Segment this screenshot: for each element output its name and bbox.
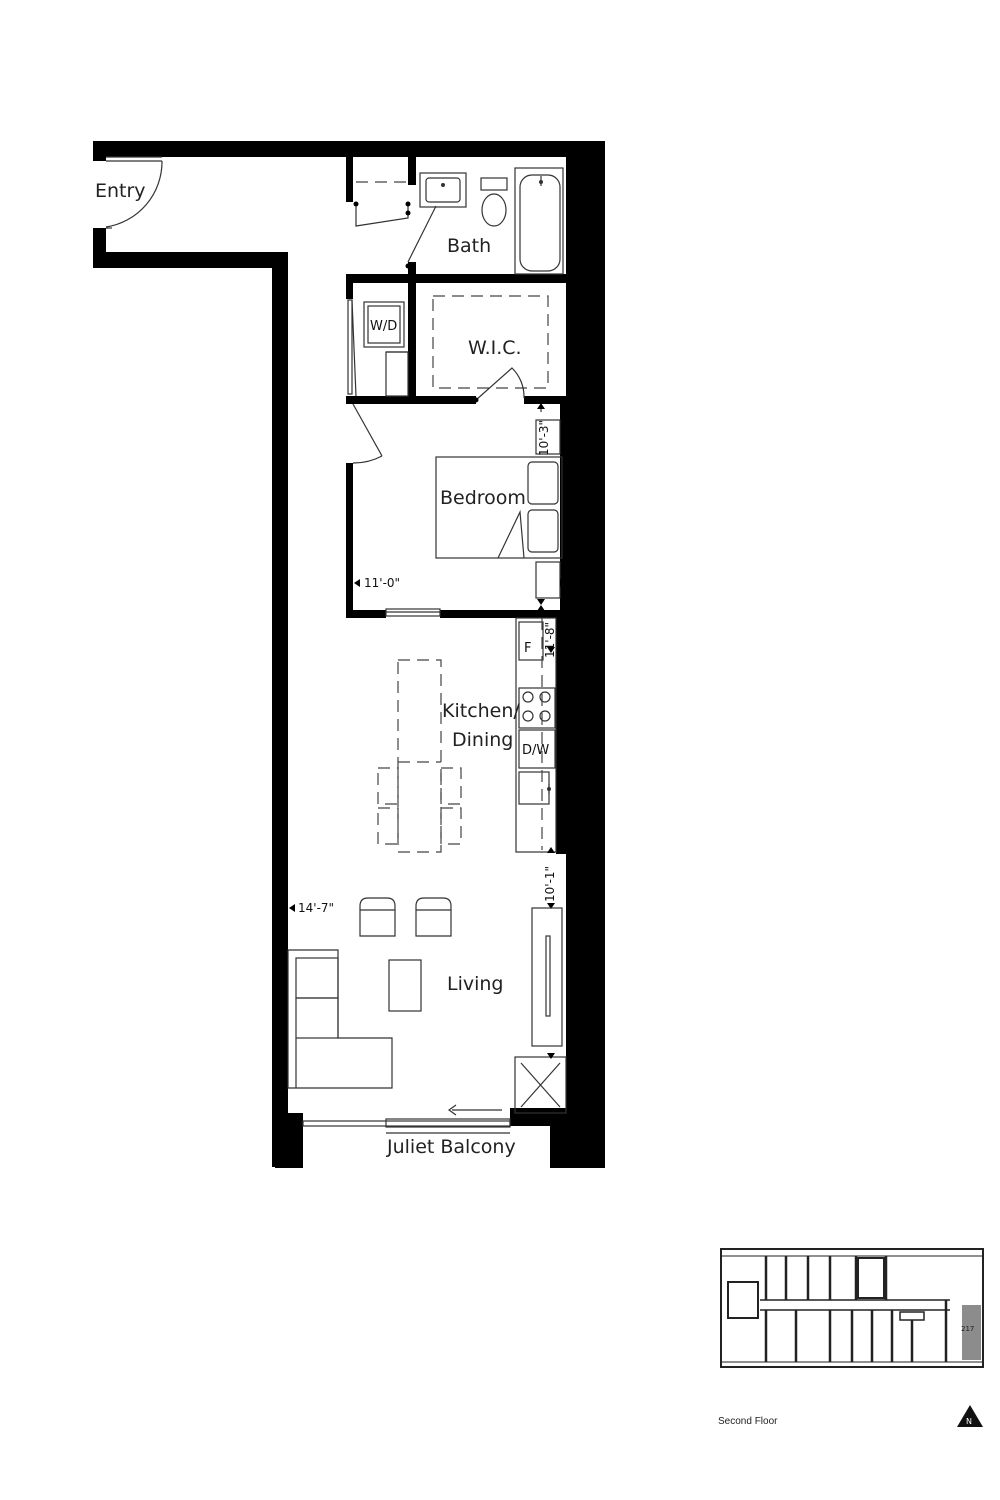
living-room bbox=[288, 898, 566, 1133]
dim-living-depth: 10'-1" bbox=[543, 865, 557, 902]
dim-bedroom-depth: 10'-3" bbox=[537, 419, 551, 456]
fixture-label-fridge: F bbox=[524, 641, 532, 656]
room-label-bedroom: Bedroom bbox=[440, 487, 526, 509]
laundry bbox=[348, 300, 408, 396]
key-plan bbox=[721, 1249, 983, 1367]
north-arrow-label: N bbox=[966, 1417, 972, 1426]
room-label-entry: Entry bbox=[95, 180, 146, 202]
room-label-kitchen-line1: Kitchen/ bbox=[442, 700, 520, 722]
dim-bedroom-width: 11'-0" bbox=[364, 576, 401, 590]
closet bbox=[354, 182, 411, 226]
fixture-label-washer-dryer: W/D bbox=[370, 319, 398, 334]
key-plan-unit-number: 217 bbox=[961, 1325, 975, 1333]
fixture-label-dishwasher: D/W bbox=[522, 743, 550, 758]
room-label-bath: Bath bbox=[447, 235, 492, 257]
room-label-living: Living bbox=[447, 973, 504, 995]
room-label-kitchen-line2: Dining bbox=[452, 729, 514, 751]
dim-kitchen-depth: 11'-8" bbox=[543, 621, 557, 658]
room-label-wic: W.I.C. bbox=[468, 337, 522, 359]
bathroom bbox=[406, 168, 564, 274]
dim-living-width: 14'-7" bbox=[298, 901, 335, 915]
key-plan-title: Second Floor bbox=[718, 1416, 778, 1427]
room-label-balcony: Juliet Balcony bbox=[387, 1136, 516, 1158]
